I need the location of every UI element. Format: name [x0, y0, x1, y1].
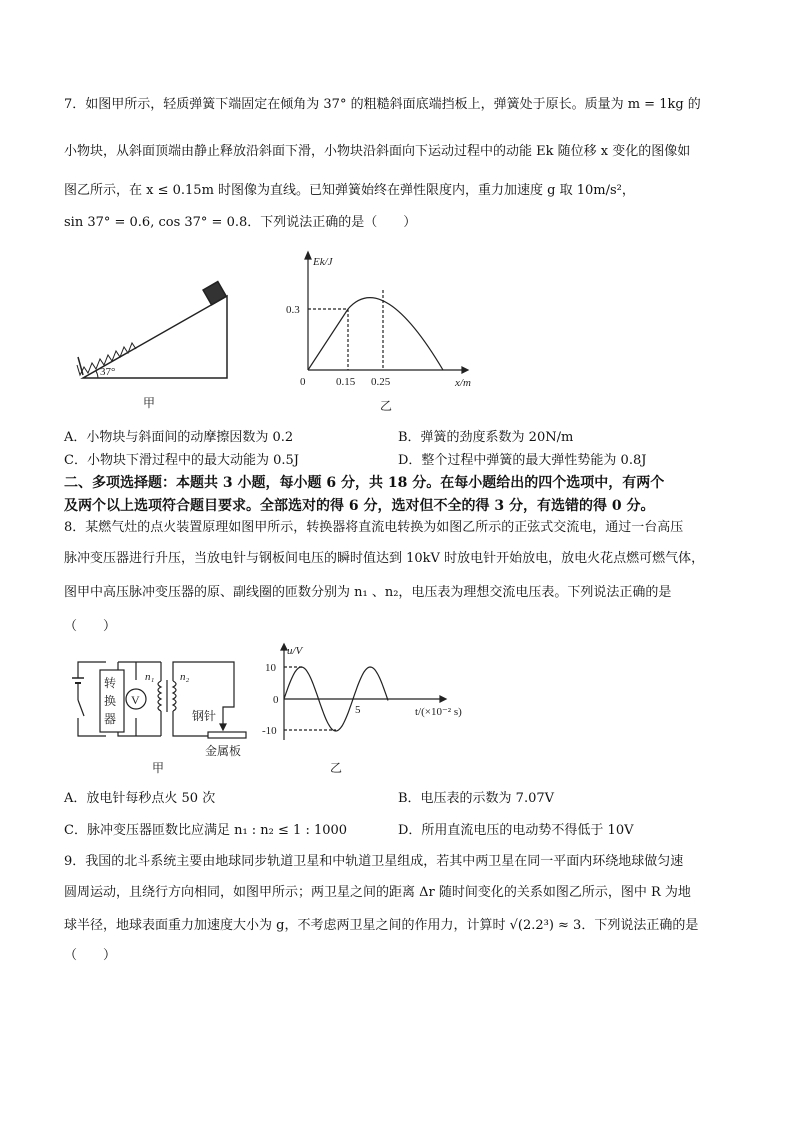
option-c: C．脉冲变压器匝数比应满足 n₁ : n₂ ≤ 1 : 1000 — [64, 823, 348, 838]
q8-line: （ ） — [64, 619, 117, 634]
origin-label: 0 — [300, 376, 306, 388]
option-d: D．整个过程中弹簧的最大弹性势能为 0.8J — [398, 453, 647, 468]
q9-line: 球半径，地球表面重力加速度大小为 g，不考虑两卫星之间的作用力，计算时 √(2.2³) ≈ 3．下列说法正确的是 — [64, 918, 699, 933]
x-axis-label: t/(×10⁻² s) — [415, 706, 462, 718]
option-a: A．放电针每秒点火 50 次 — [64, 791, 216, 806]
plate-label: 金属板 — [205, 744, 242, 758]
y-min-label: -10 — [262, 725, 277, 737]
fig-caption: 乙 — [380, 399, 393, 413]
y-axis-label: Ek/J — [313, 256, 333, 268]
section-line: 二、多项选择题：本题共 3 小题，每小题 6 分，共 18 分。在每小题给出的四个选项中，有两个 — [64, 475, 665, 491]
ek-x-graph — [286, 252, 471, 413]
q7-line: 小物块，从斜面顶端由静止释放沿斜面下滑，小物块沿斜面向下运动过程中的动能 Ek 随位移 x 变化的图像如 — [64, 144, 691, 159]
n2-label: n₂ — [180, 671, 190, 683]
y-axis-label: u/V — [287, 645, 303, 657]
section-line: 及两个以上选项符合题目要求。全部选对的得 6 分，选对但不全的得 3 分，有选错的得 0 分。 — [64, 498, 655, 514]
q7-line: 7．如图甲所示，轻质弹簧下端固定在倾角为 37° 的粗糙斜面底端挡板上，弹簧处于原长。质量为 m = 1kg 的 — [64, 97, 701, 112]
x-tick: 0.25 — [371, 376, 391, 388]
circuit-diagram — [72, 662, 246, 775]
x-tick: 0.15 — [336, 376, 356, 388]
q7-figures — [0, 245, 794, 415]
needle-label: 钢针 — [192, 709, 217, 723]
incline-figure — [77, 282, 227, 410]
q8-line: 图甲中高压脉冲变压器的原、副线圈的匝数分别为 n₁ 、n₂，电压表为理想交流电压表。下列说法正确的是 — [64, 585, 672, 600]
q9-line: （ ） — [64, 948, 117, 963]
q8-figures — [0, 640, 794, 780]
option-a: A．小物块与斜面间的动摩擦因数为 0.2 — [64, 430, 294, 445]
q7-line: sin 37° = 0.6, cos 37° = 0.8．下列说法正确的是（ ） — [64, 215, 417, 230]
converter-label: 换 — [104, 694, 117, 708]
option-b: B．弹簧的劲度系数为 20N/m — [398, 430, 574, 445]
option-b: B．电压表的示数为 7.07V — [398, 791, 555, 806]
angle-label: 37° — [100, 366, 116, 378]
x-tick: 5 — [355, 704, 361, 716]
voltage-time-graph — [262, 644, 462, 775]
q8-line: 8．某燃气灶的点火装置原理如图甲所示，转换器将直流电转换为如图乙所示的正弦式交流电，通过一台高压 — [64, 520, 684, 535]
q8-line: 脉冲变压器进行升压，当放电针与钢板间电压的瞬时值达到 10kV 时放电针开始放电，放电火花点燃可燃气体， — [64, 551, 705, 566]
q9-line: 圆周运动，且绕行方向相同，如图甲所示；两卫星之间的距离 Δr 随时间变化的关系如图乙所示，图中 R 为地 — [64, 885, 691, 900]
fig-caption: 甲 — [152, 761, 165, 775]
converter-label: 转 — [104, 676, 117, 690]
x-axis-label: x/m — [455, 377, 471, 389]
y-tick: 0.3 — [286, 304, 300, 316]
voltmeter-label: V — [131, 693, 140, 707]
fig-caption: 甲 — [143, 396, 156, 410]
n1-label: n₁ — [145, 671, 155, 683]
converter-label: 器 — [104, 712, 117, 726]
origin-label: 0 — [273, 694, 279, 706]
y-max-label: 10 — [265, 662, 276, 674]
q7-line: 图乙所示，在 x ≤ 0.15m 时图像为直线。已知弹簧始终在弹性限度内，重力加速度 g 取 10m/s²， — [64, 183, 635, 198]
option-d: D．所用直流电压的电动势不得低于 10V — [398, 823, 634, 838]
q9-line: 9．我国的北斗系统主要由地球同步轨道卫星和中轨道卫星组成，若其中两卫星在同一平面内环绕地球做匀速 — [64, 854, 684, 869]
option-c: C．小物块下滑过程中的最大动能为 0.5J — [64, 453, 299, 468]
fig-caption: 乙 — [330, 761, 343, 775]
